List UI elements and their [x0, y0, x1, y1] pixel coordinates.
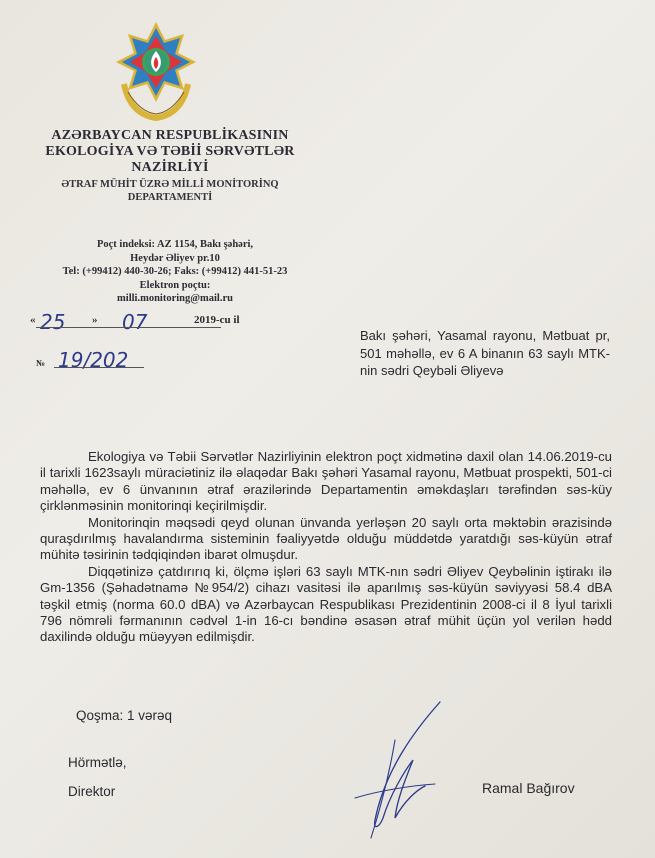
address-line: Elektron poçtu:	[139, 279, 211, 291]
number-sign: №	[36, 358, 46, 368]
reference-number-value: 19/202	[58, 348, 129, 372]
signer-name: Ramal Bağırov	[482, 780, 575, 796]
address-line: Poçt indeksi: AZ 1154, Bakı şəhəri,	[96, 239, 254, 250]
ministry-line: AZƏRBAYCAN RESPUBLİKASININ	[51, 128, 289, 143]
recipient-address: Bakı şəhəri, Yasamal rayonu, Mətbuat pr, 501 məhəllə, ev 6 A binanın 63 saylı MTK-nin sədri Qeybəli Əliyevə	[360, 328, 610, 378]
attachment-note: Qoşma: 1 vərəq	[76, 708, 173, 723]
number-underline	[54, 367, 144, 368]
ministry-name	[40, 128, 300, 176]
state-emblem-icon	[110, 14, 202, 124]
reference-number	[36, 350, 146, 374]
date-month: 07	[122, 310, 148, 334]
ministry-line: EKOLOGİYA VƏ TƏBİİ SƏRVƏTLƏR	[45, 144, 295, 159]
letter-body	[40, 449, 612, 646]
date-year: 2019-cu il	[194, 314, 240, 326]
handwritten-signature	[335, 700, 465, 840]
letter-date	[30, 310, 280, 332]
body-paragraph: Monitorinqin məqsədi qeyd olunan ünvanda yerləşən 20 saylı orta məktəbin ərazisində quraşdırılmış havalandırma sisteminin fəaliyyətdə olduğu müddətdə yaratdığı səs-küyün ətraf mühitə təsirinin tədqiqindən ibarət olmuşdur.	[40, 514, 612, 563]
signer-position: Direktor	[68, 784, 116, 799]
address-line: Tel: (+99412) 440-30-26; Faks: (+99412) 441-51-23	[62, 266, 288, 277]
body-paragraph: Diqqətinizə çatdırırıq ki, ölçmə işləri 63 saylı MTK-nın sədri Əliyev Qeybəlinin iştirakı ilə Gm-1356 (Şəhadətnamə №954/2) cihazı vasitəsi ilə aparılmış səs-küyün səviyyəsi 58.4 dBA təşkil etmiş (norma 60.0 dBA) və Azərbaycan Respublikası Prezidentinin 2008-ci il 8 İyul tarixli 796 nömrəli fərmanının cədvəl 1-in 16-cı bəndinə əsasən ətraf mühit üçün yol verilən hədd daxilində olduğu müəyyən edilmişdir.	[40, 563, 612, 645]
body-paragraph: Ekologiya və Təbii Sərvətlər Nazirliyinin elektron poçt xidmətinə daxil olan 14.06.2019-cu il tarixli 1623saylı müraciətiniz ilə əlaqədar Bakı şəhəri Yasamal rayonu, Mətbuat prospekti, 501-ci məhəllə, ev 6 ünvanının ətraf ərazilərində Departamentin əməkdaşları tərəfindən səs-küy çirklənməsinin monitorinqi keçirilmişdir.	[40, 449, 612, 514]
department-line: DEPARTAMENTİ	[127, 192, 213, 203]
address-line: Heydər Əliyev pr.10	[130, 252, 220, 264]
ministry-line: NAZİRLİYİ	[131, 160, 209, 175]
closing-regards: Hörmətlə,	[68, 755, 127, 770]
date-day: 25	[40, 310, 66, 334]
department-line: ƏTRAF MÜHİT ÜZRƏ MİLLİ MONİTORİNQ	[61, 179, 279, 190]
date-close-quote: »	[92, 314, 98, 326]
address-block	[30, 238, 320, 306]
date-open-quote: «	[30, 314, 36, 326]
date-underline	[36, 327, 221, 328]
email-address: milli.monitoring@mail.ru	[117, 293, 233, 304]
department-name	[40, 178, 300, 204]
